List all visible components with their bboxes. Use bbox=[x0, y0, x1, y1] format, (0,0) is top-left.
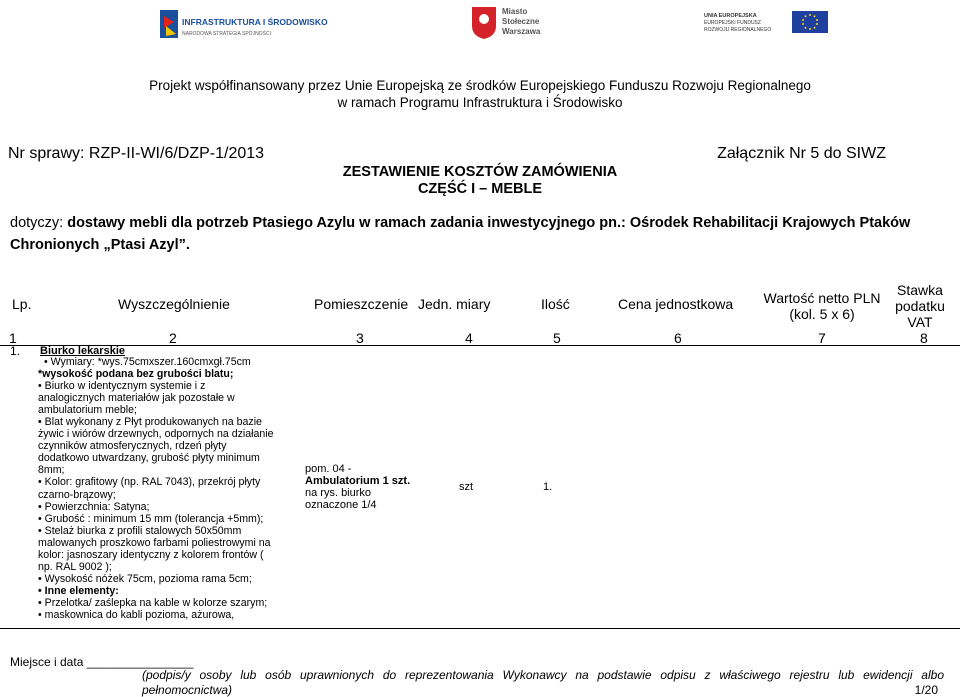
infrastruktura-logo bbox=[158, 8, 328, 42]
warsaw-city-logo bbox=[470, 4, 542, 40]
desc-line: czynników atmosferycznych, rdzeń płyty bbox=[38, 440, 227, 453]
desc-line: np. RAL 9002 ); bbox=[38, 560, 112, 573]
col-number: 4 bbox=[465, 330, 473, 346]
regarding-label: dotyczy: bbox=[10, 215, 64, 231]
desc-line: *wysokość podana bez grubości blatu; bbox=[38, 368, 234, 381]
item-title: Biurko lekarskie bbox=[40, 345, 125, 357]
desc-line: • Powierzchnia: Satyna; bbox=[38, 500, 150, 513]
document-title-line-2: CZĘŚĆ I – MEBLE bbox=[417, 181, 543, 197]
col-number: 1 bbox=[9, 330, 17, 346]
th-unit: Jedn. miary bbox=[418, 296, 491, 312]
item-room bbox=[305, 463, 425, 511]
desc-line: • maskownica do kabli pozioma, ażurowa, bbox=[38, 608, 235, 621]
desc-line: analogicznych materiałów jak pozostałe w bbox=[38, 392, 235, 405]
place-and-date: Miejsce i data ________________ bbox=[10, 655, 194, 669]
regarding-paragraph bbox=[10, 212, 945, 256]
page-number: 1/20 bbox=[914, 683, 938, 697]
col-number: 3 bbox=[356, 330, 364, 346]
signature-note: (podpis/y osoby lub osób uprawnionych do reprezentowania Wykonawcy na podstawie odpisu z właściwego rejestru lub ewidencji albo bbox=[142, 668, 944, 682]
th-price: Cena jednostkowa bbox=[618, 296, 734, 312]
desc-line: 8mm; bbox=[38, 464, 65, 477]
th-spec: Wyszczególnienie bbox=[118, 296, 230, 312]
desc-line: czarno-brązowy; bbox=[38, 488, 116, 501]
desc-line: dodatkowo utwardzany, grubość płyty minimum bbox=[38, 452, 260, 465]
item-unit: szt bbox=[459, 481, 474, 493]
item-lp: 1. bbox=[10, 344, 21, 358]
col-number: 7 bbox=[818, 330, 826, 346]
th-vat-line-2: podatku bbox=[895, 298, 945, 314]
attachment-label: Załącznik Nr 5 do SIWZ bbox=[717, 145, 886, 162]
case-number: Nr sprawy: RZP-II-WI/6/DZP-1/2013 bbox=[8, 145, 265, 162]
svg-text:ROZWOJU REGIONALNEGO: ROZWOJU REGIONALNEGO bbox=[704, 27, 772, 33]
desc-line: • Kolor: grafitowy (np. RAL 7043), przekrój płyty bbox=[38, 476, 261, 489]
svg-text:EUROPEJSKI FUNDUSZ: EUROPEJSKI FUNDUSZ bbox=[704, 20, 761, 26]
svg-text:Stołeczne: Stołeczne bbox=[502, 17, 540, 26]
document-title bbox=[320, 164, 640, 198]
th-net-value-line-2: (kol. 5 x 6) bbox=[789, 306, 855, 322]
desc-line: • Przelotka/ zaślepka na kable w kolorze szarym; bbox=[38, 596, 268, 609]
signature-note-cont: pełnomocnictwa) bbox=[142, 683, 233, 697]
desc-line: • Stelaż biurka z profili stalowych 50x50mm bbox=[38, 524, 242, 537]
table-bottom-border bbox=[0, 628, 960, 629]
desc-line: • Wysokość nóżek 75cm, pozioma rama 5cm; bbox=[38, 572, 252, 585]
item-quantity: 1. bbox=[543, 481, 553, 493]
svg-text:UNIA EUROPEJSKA: UNIA EUROPEJSKA bbox=[704, 13, 757, 19]
desc-line: • Biurko w identycznym systemie i z bbox=[38, 380, 206, 393]
col-number: 5 bbox=[553, 330, 561, 346]
room-line: na rys. biurko bbox=[305, 487, 372, 499]
th-lp: Lp. bbox=[12, 296, 32, 312]
desc-line: ambulatorium meble; bbox=[38, 404, 137, 417]
th-net-value bbox=[760, 290, 884, 322]
eu-fund-logo bbox=[704, 10, 830, 34]
th-net-value-line-1: Wartość netto PLN bbox=[763, 290, 881, 306]
col-number: 6 bbox=[674, 330, 682, 346]
desc-line: • Grubość : minimum 15 mm (tolerancja +5mm); bbox=[38, 512, 264, 525]
desc-line: żywic i wiórów drzewnych, odpornych na działanie bbox=[38, 428, 274, 441]
funding-line-1: Projekt współfinansowany przez Unie Europejską ze środków Europejskiego Funduszu Rozwoju Regionalnego bbox=[149, 78, 811, 93]
svg-text:Miasto: Miasto bbox=[502, 7, 528, 16]
th-vat-line-1: Stawka bbox=[897, 282, 943, 298]
svg-text:NARODOWA STRATEGIA SPÓJNOŚCI: NARODOWA STRATEGIA SPÓJNOŚCI bbox=[182, 31, 271, 37]
table-divider bbox=[0, 345, 960, 346]
item-description bbox=[38, 356, 308, 621]
th-qty: Ilość bbox=[541, 296, 570, 312]
svg-text:INFRASTRUKTURA I ŚRODOWISKO: INFRASTRUKTURA I ŚRODOWISKO bbox=[182, 17, 328, 27]
th-vat bbox=[888, 282, 952, 330]
desc-line: kolor: jasnoszary identyczny z kolorem frontów ( bbox=[38, 548, 264, 561]
funding-line-2: w ramach Programu Infrastruktura i Środowisko bbox=[337, 95, 623, 110]
svg-text:Warszawa: Warszawa bbox=[502, 27, 541, 36]
desc-line: • Wymiary: *wys.75cmxszer.160cmxgł.75cm bbox=[44, 356, 251, 368]
regarding-text: dostawy mebli dla potrzeb Ptasiego Azylu w ramach zadania inwestycyjnego pn.: Ośrodek Rehabilitacji Krajowych Ptaków Chronionych „Ptasi Azyl”. bbox=[10, 215, 911, 253]
document-title-line-1: ZESTAWIENIE KOSZTÓW ZAMÓWIENIA bbox=[342, 164, 618, 180]
th-room: Pomieszczenie bbox=[314, 296, 409, 312]
room-line: Ambulatorium 1 szt. bbox=[305, 475, 411, 487]
desc-line: malowanych proszkowo farbami poliestrowymi na bbox=[38, 536, 271, 549]
col-number: 2 bbox=[169, 330, 177, 346]
th-vat-line-3: VAT bbox=[907, 314, 933, 330]
desc-line: • Blat wykonany z Płyt produkowanych na bazie bbox=[38, 416, 262, 429]
room-line: oznaczone 1/4 bbox=[305, 499, 377, 511]
room-line: pom. 04 - bbox=[305, 463, 352, 475]
desc-line: • Inne elementy: bbox=[38, 584, 119, 597]
col-number: 8 bbox=[920, 330, 928, 346]
